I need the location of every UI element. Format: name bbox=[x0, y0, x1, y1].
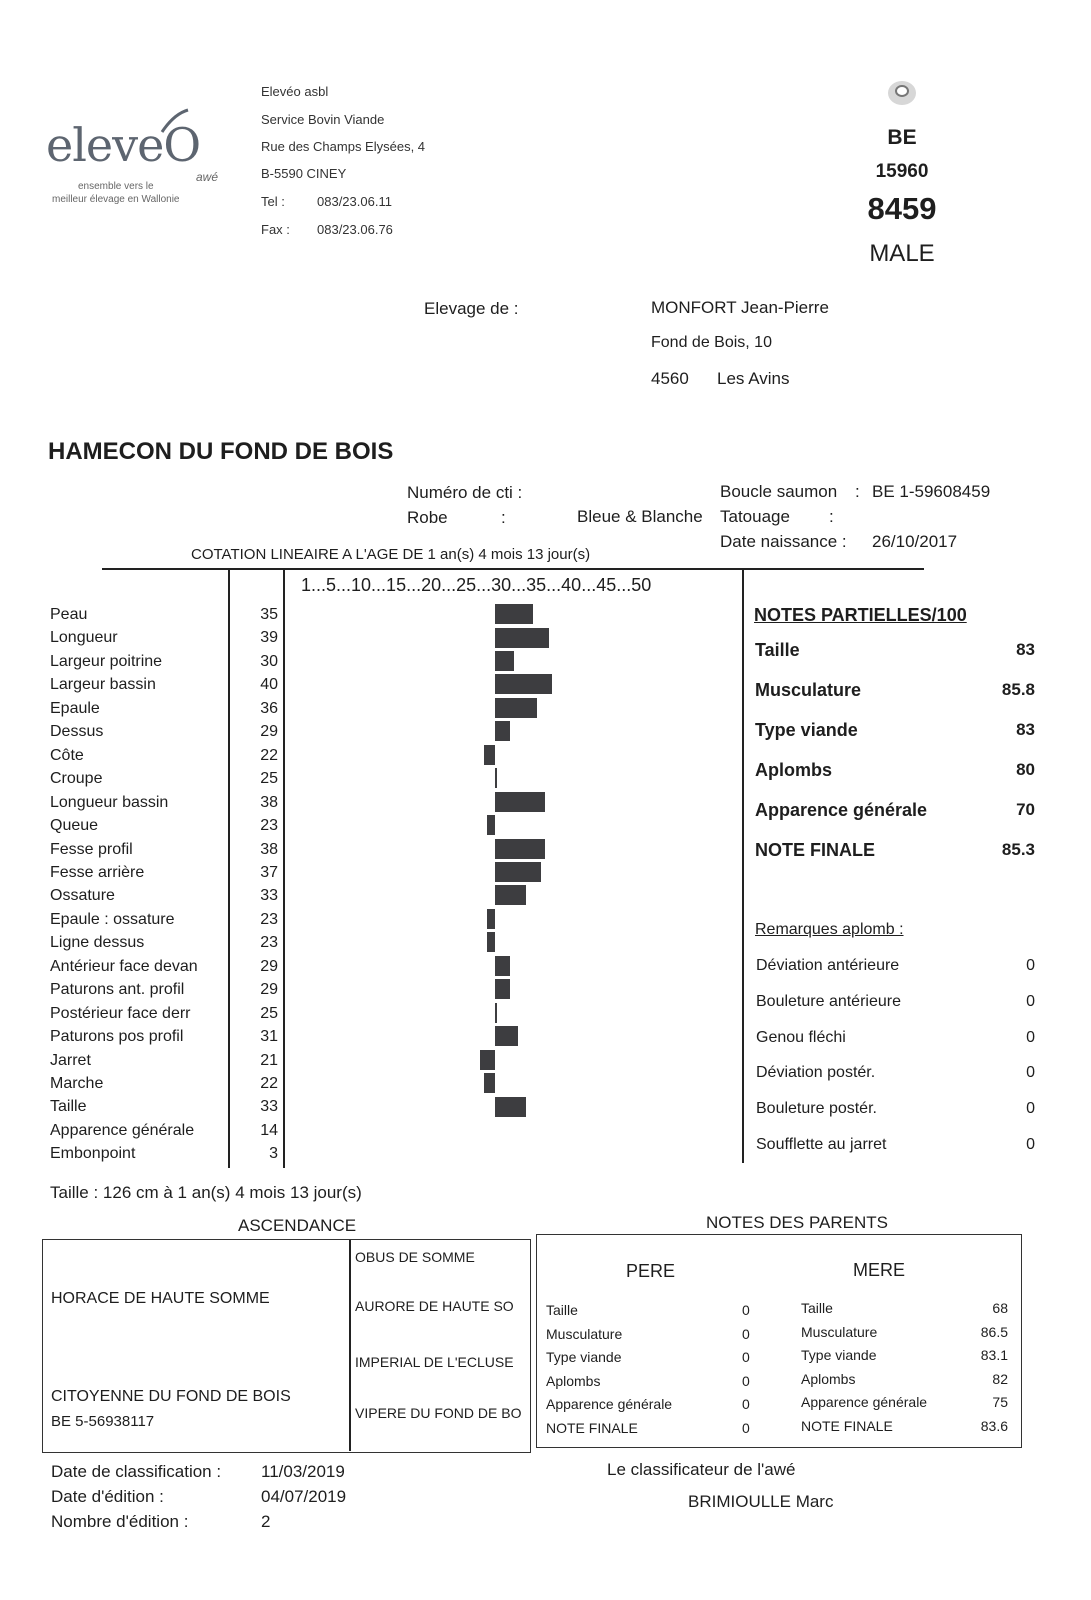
criterion-value: 40 bbox=[260, 676, 278, 694]
robe-label: Robe bbox=[407, 508, 448, 527]
animal-number: 8459 bbox=[867, 191, 937, 226]
remarques-title: Remarques aplomb : bbox=[755, 921, 904, 938]
criterion-label: Paturons ant. profil bbox=[50, 981, 185, 999]
partial-score-value: 83 bbox=[1016, 720, 1035, 739]
nombre-edition: 2 bbox=[261, 1512, 271, 1531]
criterion-bar bbox=[484, 745, 496, 765]
pere-score-label: NOTE FINALE bbox=[546, 1419, 638, 1436]
criterion-value: 29 bbox=[260, 723, 278, 741]
grandparent-1: OBUS DE SOMME bbox=[355, 1249, 475, 1265]
criterion-label: Fesse profil bbox=[50, 840, 133, 858]
breeder-town: Les Avins bbox=[717, 369, 790, 388]
criterion-value: 33 bbox=[260, 887, 278, 905]
pere-score-value: 0 bbox=[742, 1396, 750, 1412]
criterion-bar bbox=[495, 979, 510, 999]
pere-score-value: 0 bbox=[742, 1349, 750, 1365]
grandparent-4: VIPERE DU FOND DE BO bbox=[355, 1405, 522, 1421]
logo-brand: awé bbox=[196, 170, 219, 184]
org-street: Rue des Champs Elysées, 4 bbox=[261, 139, 426, 154]
ear-tag-icon bbox=[884, 78, 920, 108]
cotation-scale: 1...5...10...15...20...25...30...35...40...45...50 bbox=[301, 575, 652, 595]
criterion-value: 3 bbox=[269, 1145, 278, 1163]
mere-score-value: 86.5 bbox=[980, 1323, 1008, 1340]
criterion-bar bbox=[495, 768, 497, 788]
criterion-value: 33 bbox=[260, 1098, 278, 1116]
grandparent-2: AURORE DE HAUTE SO bbox=[355, 1298, 514, 1314]
org-city: B-5590 CINEY bbox=[261, 166, 347, 181]
criterion-label: Ligne dessus bbox=[50, 934, 145, 952]
criterion-value: 35 bbox=[260, 606, 278, 623]
pere-score-value: 0 bbox=[742, 1325, 750, 1342]
breeder-postcode: 4560 bbox=[651, 369, 689, 388]
criterion-bar bbox=[495, 862, 541, 882]
mere-score-value: 83.1 bbox=[980, 1347, 1008, 1363]
mere-score-label: Apparence générale bbox=[801, 1394, 928, 1410]
animal-name: HAMECON DU FOND DE BOIS bbox=[48, 438, 394, 465]
partial-score-label: Aplombs bbox=[755, 760, 833, 780]
ascendance-divider bbox=[349, 1240, 351, 1451]
criterion-bar bbox=[495, 839, 545, 859]
classificateur-name: BRIMIOULLE Marc bbox=[688, 1492, 834, 1511]
criterion-label: Longueur bassin bbox=[50, 793, 169, 811]
robe-value: Bleue & Blanche bbox=[577, 507, 703, 526]
criterion-label: Queue bbox=[50, 817, 99, 835]
criterion-bar bbox=[495, 651, 514, 671]
notes-partielles-title: NOTES PARTIELLES/100 bbox=[754, 605, 967, 625]
criterion-label: Apparence générale bbox=[50, 1121, 195, 1139]
partial-score-value: 83 bbox=[1016, 640, 1035, 659]
criterion-bar bbox=[495, 721, 510, 741]
criterion-label: Largeur poitrine bbox=[50, 652, 163, 670]
taille-line: Taille : 126 cm à 1 an(s) 4 mois 13 jour(s) bbox=[50, 1183, 362, 1202]
breeder-label: Elevage de : bbox=[424, 299, 519, 318]
criterion-label: Peau bbox=[50, 606, 88, 623]
criterion-label: Epaule bbox=[50, 699, 100, 717]
sire-name: HORACE DE HAUTE SOMME bbox=[51, 1290, 270, 1307]
criterion-bar bbox=[495, 674, 552, 694]
criterion-label: Postérieur face derr bbox=[50, 1004, 191, 1022]
pere-score-value: 0 bbox=[742, 1372, 750, 1389]
date-naissance: 26/10/2017 bbox=[872, 532, 958, 551]
criterion-label: Fesse arrière bbox=[50, 863, 145, 881]
tatouage-separator: : bbox=[829, 507, 834, 526]
tatouage-label: Tatouage bbox=[720, 507, 790, 526]
org-tel: 083/23.06.11 bbox=[317, 194, 392, 209]
criterion-value: 31 bbox=[260, 1028, 278, 1046]
aplomb-remark-value: 0 bbox=[1026, 1100, 1035, 1118]
criterion-label: Côte bbox=[50, 746, 84, 764]
date-classification: 11/03/2019 bbox=[261, 1462, 345, 1481]
criterion-label: Paturons pos profil bbox=[50, 1028, 184, 1046]
pere-score-label: Musculature bbox=[546, 1325, 623, 1342]
pere-score-label: Apparence générale bbox=[546, 1396, 673, 1412]
dam-name: CITOYENNE DU FOND DE BOIS bbox=[51, 1388, 291, 1405]
criterion-bar bbox=[495, 604, 533, 624]
partial-score-label: Musculature bbox=[755, 680, 862, 700]
criterion-value: 23 bbox=[260, 934, 278, 952]
ascendance-box bbox=[42, 1239, 531, 1453]
criterion-label: Marche bbox=[50, 1075, 104, 1092]
pere-title: PERE bbox=[626, 1261, 676, 1281]
criterion-bar bbox=[487, 815, 495, 835]
aplomb-remark-label: Bouleture antérieure bbox=[756, 992, 901, 1010]
aplomb-remark-label: Bouleture postér. bbox=[756, 1100, 877, 1118]
cti-label: Numéro de cti : bbox=[407, 483, 523, 502]
criterion-value: 38 bbox=[260, 793, 278, 811]
aplomb-remark-value: 0 bbox=[1026, 1028, 1035, 1046]
mere-score-value: 68 bbox=[992, 1300, 1008, 1316]
aplomb-remark-value: 0 bbox=[1026, 1136, 1035, 1153]
mere-title: MERE bbox=[853, 1260, 906, 1280]
mere-score-value: 82 bbox=[992, 1370, 1008, 1387]
org-tel-label: Tel : bbox=[261, 194, 285, 209]
partial-score-value: 80 bbox=[1016, 760, 1035, 779]
org-service: Service Bovin Viande bbox=[261, 112, 385, 127]
criteria-divider-1 bbox=[228, 570, 230, 1168]
robe-separator: : bbox=[501, 508, 506, 527]
criterion-value: 21 bbox=[260, 1051, 278, 1069]
parents-box bbox=[536, 1234, 1022, 1448]
pere-score-label: Type viande bbox=[546, 1349, 622, 1365]
pere-score-label: Aplombs bbox=[546, 1372, 601, 1389]
pere-score-value: 0 bbox=[742, 1419, 750, 1436]
breeder-address: Fond de Bois, 10 bbox=[651, 334, 772, 351]
pere-score-label: Taille bbox=[546, 1302, 578, 1318]
criterion-value: 25 bbox=[260, 770, 278, 788]
partial-score-label: Type viande bbox=[755, 720, 858, 740]
ascendance-title: ASCENDANCE bbox=[238, 1216, 357, 1235]
criterion-bar bbox=[495, 1097, 526, 1117]
criteria-divider-3 bbox=[742, 570, 744, 1163]
aplomb-remark-label: Genou fléchi bbox=[756, 1028, 846, 1046]
criterion-label: Epaule : ossature bbox=[50, 910, 175, 928]
criterion-value: 14 bbox=[260, 1121, 278, 1139]
criterion-value: 30 bbox=[260, 652, 278, 670]
breeder-name: MONFORT Jean-Pierre bbox=[651, 298, 829, 317]
criterion-bar bbox=[487, 932, 495, 952]
boucle-label: Boucle saumon bbox=[720, 482, 838, 501]
partial-score-label: Taille bbox=[755, 640, 800, 660]
criterion-value: 23 bbox=[260, 910, 278, 928]
animal-herd: 15960 bbox=[875, 161, 929, 182]
pere-score-value: 0 bbox=[742, 1302, 750, 1318]
criterion-value: 29 bbox=[260, 981, 278, 999]
cotation-title: COTATION LINEAIRE A L'AGE DE 1 an(s) 4 mois 13 jour(s) bbox=[191, 546, 591, 563]
criteria-divider-2 bbox=[283, 570, 285, 1168]
classificateur-label: Le classificateur de l'awé bbox=[607, 1460, 796, 1479]
boucle-separator: : bbox=[855, 482, 860, 501]
aplomb-remark-value: 0 bbox=[1026, 992, 1035, 1010]
parents-title: NOTES DES PARENTS bbox=[706, 1213, 888, 1232]
partial-score-label: NOTE FINALE bbox=[755, 840, 875, 860]
date-edition-label: Date d'édition : bbox=[51, 1487, 164, 1506]
criterion-label: Dessus bbox=[50, 723, 104, 741]
criterion-value: 38 bbox=[260, 840, 278, 858]
mere-score-label: Aplombs bbox=[801, 1370, 856, 1387]
partial-score-value: 85.8 bbox=[1001, 680, 1035, 699]
aplomb-remark-value: 0 bbox=[1026, 957, 1035, 974]
partial-score-value: 85.3 bbox=[1001, 840, 1035, 859]
date-edition: 04/07/2019 bbox=[261, 1487, 347, 1506]
mere-score-value: 83.6 bbox=[980, 1417, 1008, 1434]
grandparent-3: IMPERIAL DE L'ECLUSE bbox=[355, 1354, 514, 1370]
criterion-label: Longueur bbox=[50, 629, 118, 647]
criterion-bar bbox=[495, 1003, 497, 1023]
mere-score-label: Taille bbox=[801, 1300, 833, 1316]
criterion-value: 22 bbox=[260, 746, 278, 764]
criterion-bar bbox=[484, 1073, 496, 1093]
criterion-bar bbox=[480, 1050, 495, 1070]
logo-tagline-1: ensemble vers le bbox=[78, 181, 154, 192]
criterion-bar bbox=[495, 956, 510, 976]
criterion-value: 36 bbox=[260, 699, 278, 717]
org-fax: 083/23.06.76 bbox=[317, 222, 393, 237]
dam-id: BE 5-56938117 bbox=[51, 1413, 155, 1430]
partial-score-label: Apparence générale bbox=[755, 800, 928, 820]
date-naissance-label: Date naissance : bbox=[720, 532, 847, 551]
cotation-rule bbox=[102, 568, 924, 570]
criterion-bar bbox=[495, 885, 526, 905]
mere-score-label: Musculature bbox=[801, 1323, 878, 1340]
criterion-label: Jarret bbox=[50, 1051, 91, 1069]
criterion-value: 29 bbox=[260, 957, 278, 975]
criterion-value: 25 bbox=[260, 1004, 278, 1022]
nombre-edition-label: Nombre d'édition : bbox=[51, 1512, 189, 1531]
criterion-label: Croupe bbox=[50, 770, 103, 788]
animal-sex: MALE bbox=[869, 240, 935, 267]
criterion-label: Largeur bassin bbox=[50, 676, 156, 694]
animal-country: BE bbox=[887, 126, 917, 149]
date-classification-label: Date de classification : bbox=[51, 1462, 222, 1481]
mere-score-value: 75 bbox=[992, 1394, 1008, 1410]
mere-score-label: NOTE FINALE bbox=[801, 1417, 893, 1434]
criterion-label: Ossature bbox=[50, 887, 115, 905]
aplomb-remark-label: Déviation postér. bbox=[756, 1064, 876, 1082]
criterion-label: Antérieur face devan bbox=[50, 957, 198, 975]
criterion-bar bbox=[495, 792, 545, 812]
criterion-bar bbox=[495, 628, 549, 648]
mere-score-label: Type viande bbox=[801, 1347, 877, 1363]
criterion-bar bbox=[495, 1026, 518, 1046]
org-name: Elevéo asbl bbox=[261, 84, 329, 99]
criterion-value: 23 bbox=[260, 817, 278, 835]
criterion-value: 39 bbox=[260, 629, 278, 647]
org-fax-label: Fax : bbox=[261, 222, 290, 237]
logo-wordmark: eleveO bbox=[46, 118, 201, 172]
criterion-value: 22 bbox=[260, 1075, 278, 1092]
aplomb-remark-value: 0 bbox=[1026, 1064, 1035, 1082]
criterion-bar bbox=[495, 698, 537, 718]
partial-score-value: 70 bbox=[1016, 800, 1035, 819]
aplomb-remark-label: Soufflette au jarret bbox=[756, 1136, 887, 1153]
boucle-value: BE 1-59608459 bbox=[872, 482, 991, 501]
criterion-bar bbox=[487, 909, 495, 929]
criterion-label: Embonpoint bbox=[50, 1145, 136, 1163]
logo-tagline-2: meilleur élevage en Wallonie bbox=[52, 194, 180, 205]
criterion-label: Taille bbox=[50, 1098, 87, 1116]
aplomb-remark-label: Déviation antérieure bbox=[756, 957, 900, 974]
criterion-value: 37 bbox=[260, 863, 278, 881]
